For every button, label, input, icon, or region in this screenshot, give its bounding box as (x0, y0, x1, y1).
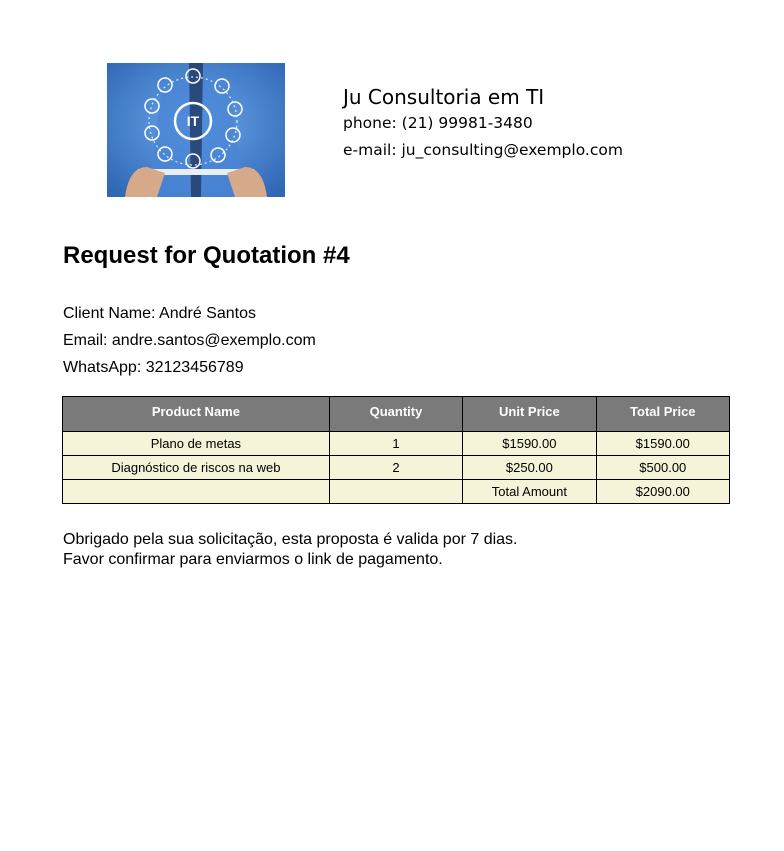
company-info (343, 84, 623, 164)
company-logo (107, 63, 285, 197)
cell-quantity: 1 (329, 432, 462, 456)
company-name: Ju Consultoria em TI (343, 85, 545, 109)
client-info (63, 300, 316, 381)
cell-empty (329, 480, 462, 504)
header-unit-price: Unit Price (463, 397, 596, 432)
company-phone: phone: (21) 99981-3480 (343, 114, 533, 132)
quotation-table (62, 396, 730, 504)
footer-line-payment: Favor confirmar para enviarmos o link de pagamento. (63, 551, 443, 568)
cell-unit-price: $1590.00 (463, 432, 596, 456)
table-header-row (63, 397, 730, 432)
company-email: e-mail: ju_consulting@exemplo.com (343, 141, 623, 159)
cell-total-price: $500.00 (596, 456, 729, 480)
total-amount-label: Total Amount (463, 480, 596, 504)
total-amount-value: $2090.00 (596, 480, 729, 504)
cell-quantity: 2 (329, 456, 462, 480)
table-row (63, 456, 730, 480)
footer-line-validity: Obrigado pela sua solicitação, esta proposta é valida por 7 dias. (63, 531, 518, 548)
client-name: Client Name: André Santos (63, 305, 256, 322)
footer-note (63, 530, 518, 570)
cell-empty (63, 480, 330, 504)
table-total-row (63, 480, 730, 504)
cell-total-price: $1590.00 (596, 432, 729, 456)
logo-it-text: IT (186, 113, 200, 129)
client-email: Email: andre.santos@exemplo.com (63, 332, 316, 349)
client-whatsapp: WhatsApp: 32123456789 (63, 359, 244, 376)
header-product-name: Product Name (63, 397, 330, 432)
header-quantity: Quantity (329, 397, 462, 432)
cell-product-name: Diagnóstico de riscos na web (63, 456, 330, 480)
quotation-title: Request for Quotation #4 (63, 242, 350, 269)
header-total-price: Total Price (596, 397, 729, 432)
table-row (63, 432, 730, 456)
cell-unit-price: $250.00 (463, 456, 596, 480)
cell-product-name: Plano de metas (63, 432, 330, 456)
